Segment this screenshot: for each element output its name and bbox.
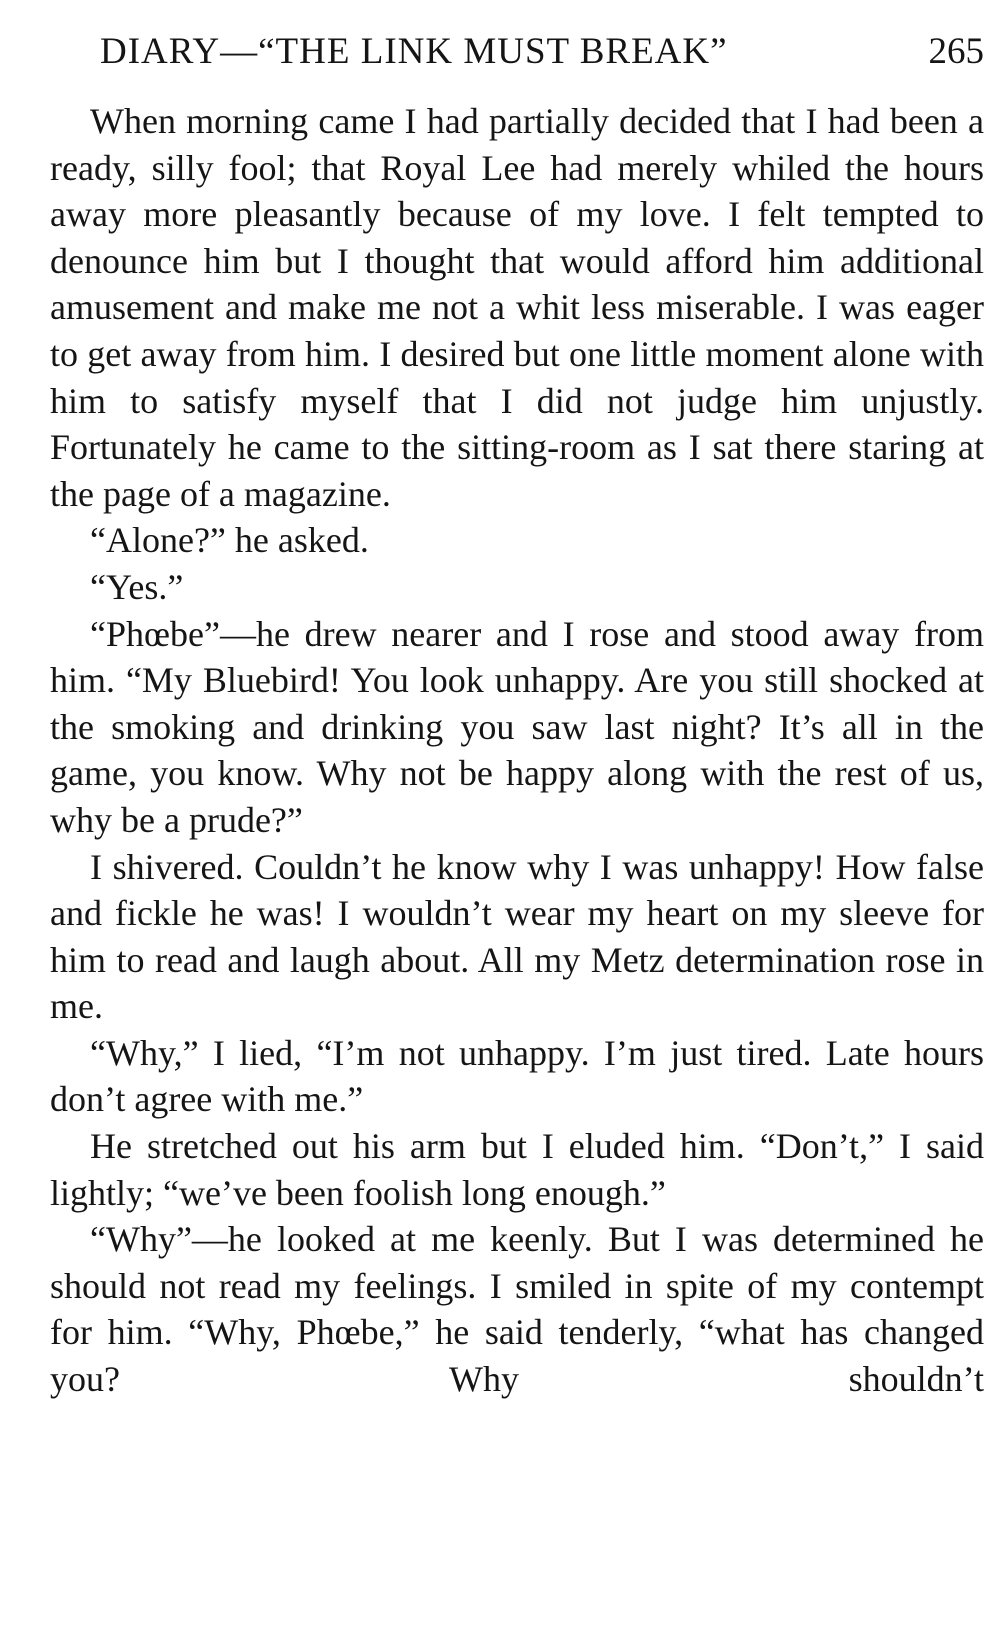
paragraph-7: He stretched out his arm but I eluded him. “Don’t,” I said lightly; “we’ve been foolish long enough.” — [50, 1126, 984, 1213]
paragraph-3: “Yes.” — [90, 566, 184, 607]
paragraph-4: “Phœbe”—he drew nearer and I rose and stood away from him. “My Bluebird! You look unhappy. Are you still shocked at the smoking and drinking you saw last night? It’s all in the game, you know. Why not be happy along with the rest of us, why be a prude?” — [50, 613, 984, 840]
body-text — [50, 98, 984, 1403]
paragraph-8: “Why”—he looked at me keenly. But I was determined he should not read my feelings. I smiled in spite of my contempt for him. “Why, Phœbe,” he said tenderly, “what has changed you? Why shouldn’t — [50, 1219, 984, 1400]
paragraph-5: I shivered. Couldn’t he know why I was unhappy! How false and fickle he was! I wouldn’t wear my heart on my sleeve for him to read and laugh about. All my Metz determination rose in me. — [50, 846, 984, 1027]
page-number: 265 — [928, 31, 984, 72]
paragraph-1: When morning came I had partially decided that I had been a ready, silly fool; that Royal Lee had merely whiled the hours away more pleasantly because of my love. I felt tempted to denounce him but I thought that would afford him additional amusement and make me not a whit less miserable. I was eager to get away from him. I desired but one little moment alone with him to satisfy myself that I did not judge him unjustly. Fortunately he came to the sitting-room as I sat there staring at the page of a magazine. — [50, 101, 984, 514]
paragraph-2: “Alone?” he asked. — [90, 520, 369, 561]
paragraph-6: “Why,” I lied, “I’m not unhappy. I’m just tired. Late hours don’t agree with me.” — [50, 1032, 984, 1120]
running-title: DIARY—“THE LINK MUST BREAK” — [100, 31, 728, 72]
page-header — [50, 22, 984, 82]
